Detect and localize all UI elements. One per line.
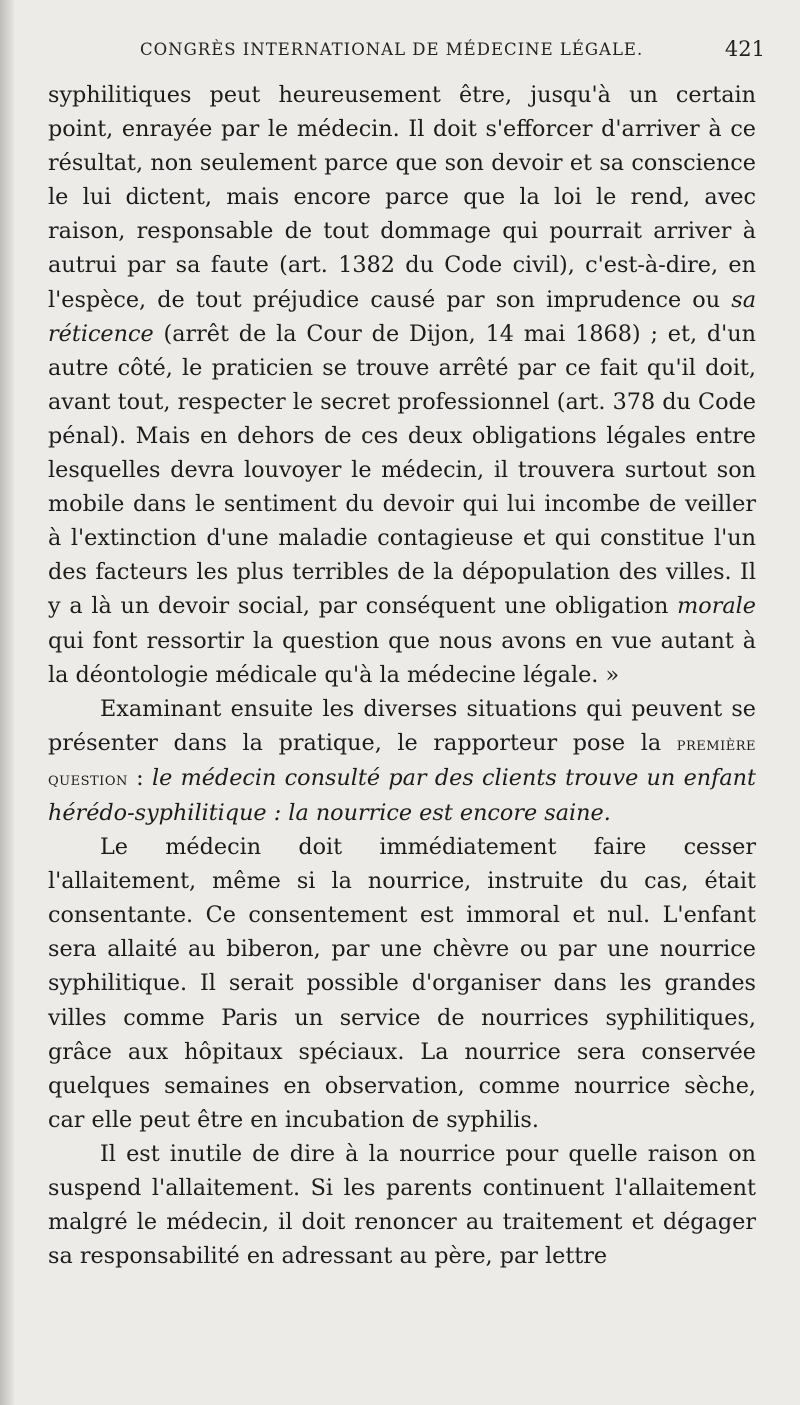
- paragraph-continued: [48, 78, 756, 692]
- page-gutter-shadow: [0, 0, 14, 1405]
- text-run: qui font ressortir la question que nous avons en vue autant à la déontologie médicale qu'à la médecine légale. »: [48, 627, 756, 688]
- small-caps-run: première question: [48, 731, 756, 790]
- page-body: [48, 78, 756, 1273]
- italic-run: le médecin consulté par des clients trouve un enfant hérédo-syphilitique : la nourrice est encore saine.: [48, 764, 756, 826]
- page-header: [140, 37, 765, 70]
- paragraph-first-question: [48, 692, 756, 830]
- text-run: syphilitiques peut heureusement être, jusqu'à un certain point, enrayée par le médecin. Il doit s'efforcer d'arriver à ce résultat, non seulement parce que son devoir et sa conscience le lui dictent, mais encore parce que la loi le rend, avec raison, responsable de tout dommage qui pourrait arriver à autrui par sa faute (art. 1382 du Code civil), c'est-à-dire, en l'espèce, de tout préjudice causé par son imprudence ou: [48, 82, 756, 313]
- text-run: :: [127, 764, 152, 791]
- paragraph-instructions: Le médecin doit immédiatement faire cesser l'allaitement, même si la nourrice, instruite du cas, était consentante. Ce consentement est immoral et nul. L'enfant sera allaité au biberon, par une chèvre ou par une nourrice syphilitique. Il serait possible d'organiser dans les grandes villes comme Paris un service de nourrices syphilitiques, grâce aux hôpitaux spéciaux. La nourrice sera conservée quelques semaines en observation, comme nourrice sèche, car elle peut être en incubation de syphilis.: [48, 834, 756, 1133]
- running-title: CONGRÈS INTERNATIONAL DE MÉDECINE LÉGALE.: [140, 40, 644, 59]
- text-run: (arrêt de la Cour de Dijon, 14 mai 1868) ; et, d'un autre côté, le praticien se trouve arrêté par ce fait qu'il doit, avant tout, respecter le secret professionnel (art. 378 du Code pénal). Mais en dehors de ces deux obligations légales entre lesquelles devra louvoyer le médecin, il trouvera surtout son mobile dans le sentiment du devoir qui lui incombe de veiller à l'extinction d'une maladie contagieuse et qui constitue l'un des facteurs les plus terribles de la dépopulation des villes. Il y a là un devoir social, par conséquent une obligation: [48, 320, 756, 620]
- page-number: 421: [724, 37, 765, 61]
- italic-run: sa réticence: [48, 286, 756, 347]
- text-run: Examinant ensuite les diverses situations qui peuvent se présenter dans la pratique, le rapporteur pose la: [48, 695, 756, 756]
- paragraph-parents: Il est inutile de dire à la nourrice pour quelle raison on suspend l'allaitement. Si les parents continuent l'allaitement malgré le médecin, il doit renoncer au traitement et dégager sa responsabilité en adressant au père, par lettre: [48, 1140, 756, 1270]
- italic-run: morale: [677, 593, 756, 620]
